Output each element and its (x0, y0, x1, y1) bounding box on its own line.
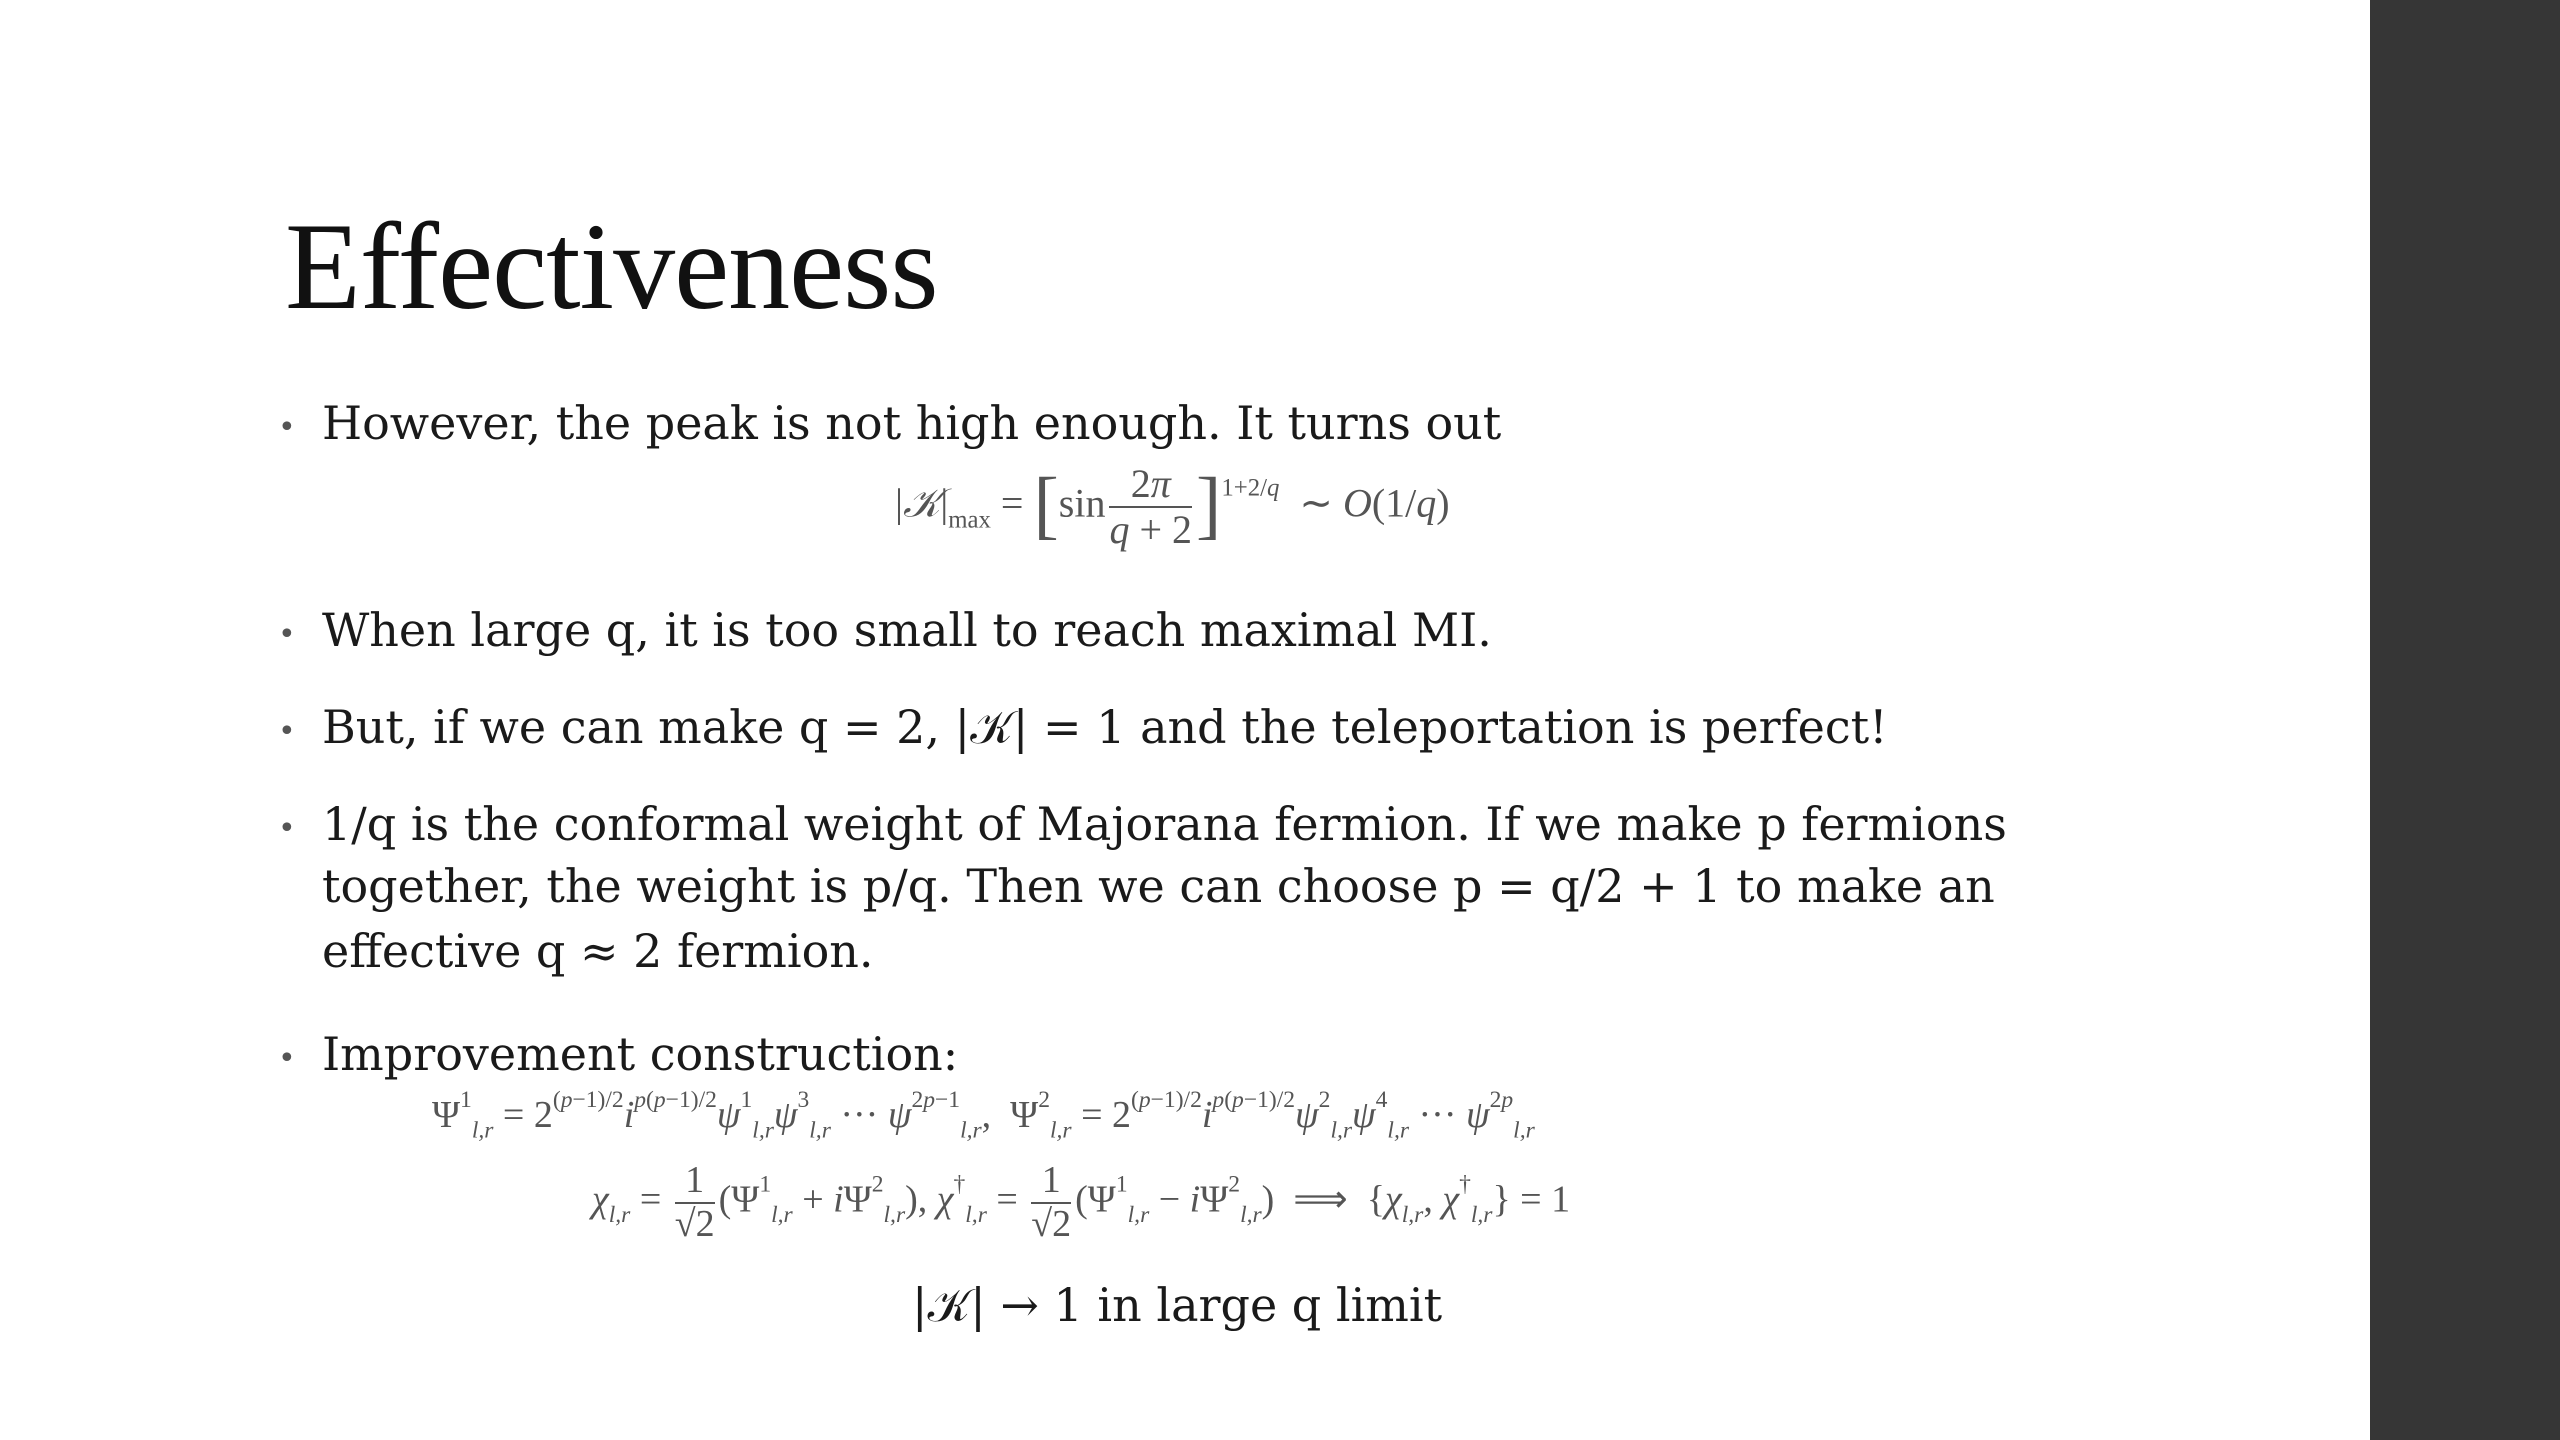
equation-k-max: $|𝒦|_{max} = [\sin$ $\frac{2\pi}{q + 2}$ ]$^{1+2/q}$ ∼ O(1/q) (895, 461, 1450, 553)
bullet-text-5: Improvement construction: (322, 1027, 959, 1081)
bullet-text-3: But, if we can make q = 2, |𝒦| = 1 and the teleportation is perfect! (322, 700, 1888, 754)
bullet-text-1: However, the peak is not high enough. It turns out (322, 396, 1502, 450)
bullet-marker: • (278, 811, 296, 846)
bullet-marker: • (278, 714, 296, 749)
bullet-marker: • (278, 1041, 296, 1076)
slide-sidebar (2370, 0, 2560, 1440)
slide-title: Effectiveness (285, 198, 938, 335)
bullet-text-4-line-1: 1/q is the conformal weight of Majorana fermion. If we make p fermions (322, 797, 2007, 851)
equation-chi-definition: $\chi_{l,r}$ = $\frac{1}{√2}$ $(\Psi^1_{l,r} + i\Psi^2_{l,r})$, $\chi^\dagger_{l,r}$ = $\frac{1}{√2}$ $(\Psi^1_{l,r} - i\Psi^2_{l,r})$ ⟹ {$\chi_{l,r}$, $\chi^\dagger_{l,r}\} = 1$ (592, 1159, 1571, 1245)
conclusion-text: |𝒦| → 1 in large q limit (912, 1278, 1443, 1332)
bullet-text-4-line-2: together, the weight is p/q. Then we can choose p = q/2 + 1 to make an (322, 859, 1995, 913)
bullet-marker: • (278, 410, 296, 445)
bullet-marker: • (278, 617, 296, 652)
bullet-text-4-line-3: effective q ≈ 2 fermion. (322, 924, 874, 978)
equation-psi-definition: $\Psi^1_{l,r} = 2^{(p-1)/2}i^{p(p-1)/2}\psi^1_{l,r}\psi^3_{l,r}$ ··· $\psi^{2p-1}_{l,r}$, $\Psi^2_{l,r} = 2^{(p-1)/2}i^{p(p-1)/2}\psi^2_{l,r}\psi^4_{l,r}$ ··· $\psi^{2p}_{l,r}$ (432, 1086, 1535, 1144)
bullet-text-2: When large q, it is too small to reach maximal MI. (322, 603, 1492, 657)
